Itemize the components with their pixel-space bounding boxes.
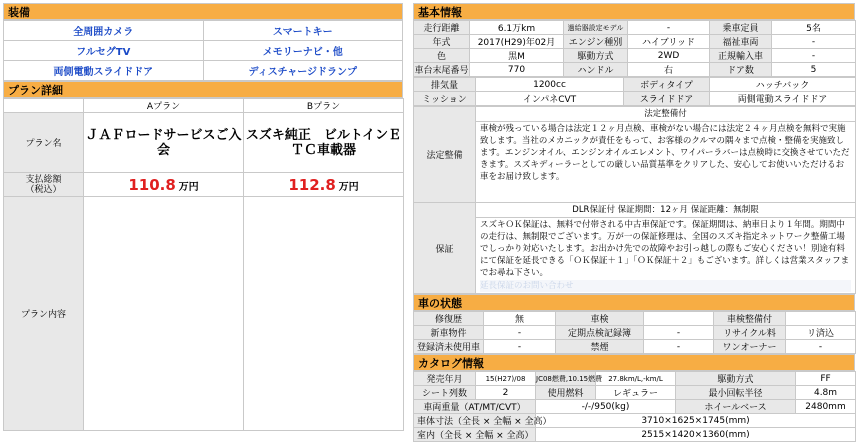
handle-label: ハンドル [564,63,628,77]
nosmoking-label: 禁煙 [556,340,644,354]
equipment-item: スマートキー [203,21,403,41]
welfare-label: 福祉車両 [710,35,772,49]
inspection-label: 車検 [556,312,644,326]
equipment-item: メモリーナビ・他 [203,41,403,61]
warranty-text: スズキＯＫ保証は、無料で付帯される中古車保証です。保証期間は、納車日より１年間。期間中の走行は、無制限でございます。万が一の保証修理は、全国のスズキ指定ネットワーク整備工場でしっかり対応いたします。お出かけ先での故障やお引っ越しの際もご安心ください！別途有料にて保証を延長できる「ＯＫ保証＋１」「ＯＫ保証＋２」もございます。詳しくは営業スタッフまでお尋ね下さい。 [480,220,850,278]
plan-content-label: プラン内容 [4,197,84,431]
weight-value: -/-/950(kg) [536,400,676,414]
plan-b-name: スズキ純正 ビルトインＥＴＣ車載器 [244,113,404,173]
plan-a-total [84,173,244,197]
plan-a-unit: 万円 [178,181,199,193]
recycle-value: リ済込 [786,326,856,340]
fuel-economy-value: 27.8km/L,-km/L [596,372,676,386]
inspection-value [644,312,714,326]
cat-drive-label: 駆動方式 [676,372,796,386]
warranty-ghost-banner: 延長保証のお問い合わせ [480,280,851,292]
maintenance-head: 法定整備付 [476,108,855,122]
plan-corner [4,99,84,113]
plan-table [3,98,404,431]
plan-header: プラン詳細 [3,81,403,98]
unused-label: 登録済未使用車 [414,340,484,354]
displacement-value: 1200cc [476,78,624,92]
nosmoking-value: - [644,340,714,354]
newcar-label: 新車物件 [414,326,484,340]
year-label: 年式 [414,35,470,49]
plan-a-label: Aプラン [84,99,244,113]
import-label: 正規輸入車 [710,49,772,63]
bodytype-value: ハッチバック [710,78,856,92]
plan-a-content [84,197,244,431]
engine-label: エンジン種別 [564,35,628,49]
plan-total-label-main: 支払総額 [25,174,62,185]
turbo-value: - [628,21,710,35]
plan-b-total [244,173,404,197]
basic-info-table [413,20,856,77]
year-value: 2017(H29)年02月 [470,35,564,49]
left-panel [3,3,403,431]
color-label: 色 [414,49,470,63]
radius-value: 4.8m [796,386,856,400]
basic-info-table-2 [413,77,856,106]
fuel-economy-label: JC08燃費,10.15燃費 [536,372,596,386]
bodytype-label: ボディタイプ [624,78,710,92]
weight-label: 車両重量（AT/MT/CVT） [414,400,536,414]
doors-label: ドア数 [710,63,772,77]
equipment-item: 両側電動スライドドア [4,61,204,81]
size-label: 車体寸法（全長 × 全幅 × 全高） [414,414,536,428]
displacement-label: 排気量 [414,78,476,92]
mileage-value: 6.1万km [470,21,564,35]
equipment-item: フルセグTV [4,41,204,61]
plan-name-label: プラン名 [4,113,84,173]
warranty-cell [476,203,856,294]
newcar-value: - [484,326,556,340]
handle-value: 右 [628,63,710,77]
interior-label: 室内（全長 × 全幅 × 全高） [414,428,536,442]
chassis-value: 770 [470,63,564,77]
chassis-label: 車台末尾番号 [414,63,470,77]
wheelbase-label: ホイールベース [676,400,796,414]
welfare-value: - [772,35,856,49]
inspection-service-label: 車検整備付 [714,312,786,326]
engine-value: ハイブリッド [628,35,710,49]
record-label: 定期点検記録簿 [556,326,644,340]
recycle-label: リサイクル料 [714,326,786,340]
plan-b-unit: 万円 [338,181,359,193]
mileage-label: 走行距離 [414,21,470,35]
catalog-header: カタログ情報 [413,354,855,371]
drive-value: 2WD [628,49,710,63]
import-value: - [772,49,856,63]
plan-total-label-sub: （税込） [25,184,62,195]
equipment-item: 全周囲カメラ [4,21,204,41]
oneowner-label: ワンオーナー [714,340,786,354]
drive-label: 駆動方式 [564,49,628,63]
plan-b-content [244,197,404,431]
radius-label: 最小回転半径 [676,386,796,400]
repair-label: 修復歴 [414,312,484,326]
warranty-label: 保証 [414,203,476,294]
slidedoor-value: 両側電動スライドドア [710,92,856,106]
transmission-value: インパネCVT [476,92,624,106]
equipment-table [3,20,403,81]
color-value: 黒M [470,49,564,63]
plan-a-name: ＪＡＦロードサービスご入会 [84,113,244,173]
maintenance-label: 法定整備 [414,107,476,203]
unused-value: - [484,340,556,354]
plan-b-label: Bプラン [244,99,404,113]
right-panel [413,3,855,442]
transmission-label: ミッション [414,92,476,106]
turbo-label: 過給器設定モデル [564,21,628,35]
equipment-header: 装備 [3,3,403,20]
condition-table [413,311,856,354]
release-label: 発売年月 [414,372,476,386]
equipment-item: ディスチャージドランプ [203,61,403,81]
oneowner-value: - [786,340,856,354]
interior-value: 2515×1420×1360(mm) [536,428,856,442]
capacity-value: 5名 [772,21,856,35]
maintenance-text: 車検が残っている場合は法定１２ヶ月点検、車検がない場合には法定２４ヶ月点検を無料で実施致します。当社のメカニックが責任をもって、お客様のクルマの隅々まで点検・整備を実施致します。エンジンオイル、エンジンオイルエレメント、ワイパーラバーは点検時に交換させていただきます。スズキディーラーとしての厳しい品質基準をクリアした、安心してお使いいただけるお車をお届け致します。 [480,124,850,182]
condition-header: 車の状態 [413,294,855,311]
seats-label: シート列数 [414,386,476,400]
wheelbase-value: 2480mm [796,400,856,414]
seats-value: 2 [476,386,536,400]
repair-value: 無 [484,312,556,326]
warranty-head: DLR保証付 保証期間：12ヶ月 保証距離：無制限 [476,204,855,218]
slidedoor-label: スライドドア [624,92,710,106]
fueltype-value: レギュラー [596,386,676,400]
plan-total-label [4,173,84,197]
doors-value: 5 [772,63,856,77]
fueltype-label: 使用燃料 [536,386,596,400]
release-value: 15(H27)/08 [476,372,536,386]
basic-info-header: 基本情報 [413,3,855,20]
cat-drive-value: FF [796,372,856,386]
size-value: 3710×1625×1745(mm) [536,414,856,428]
catalog-table [413,371,856,442]
maintenance-cell [476,107,856,203]
plan-b-price: 112.8 [288,175,336,194]
maintenance-table [413,106,856,294]
record-value: - [644,326,714,340]
capacity-label: 乗車定員 [710,21,772,35]
plan-a-price: 110.8 [128,175,176,194]
inspection-service-value [786,312,856,326]
